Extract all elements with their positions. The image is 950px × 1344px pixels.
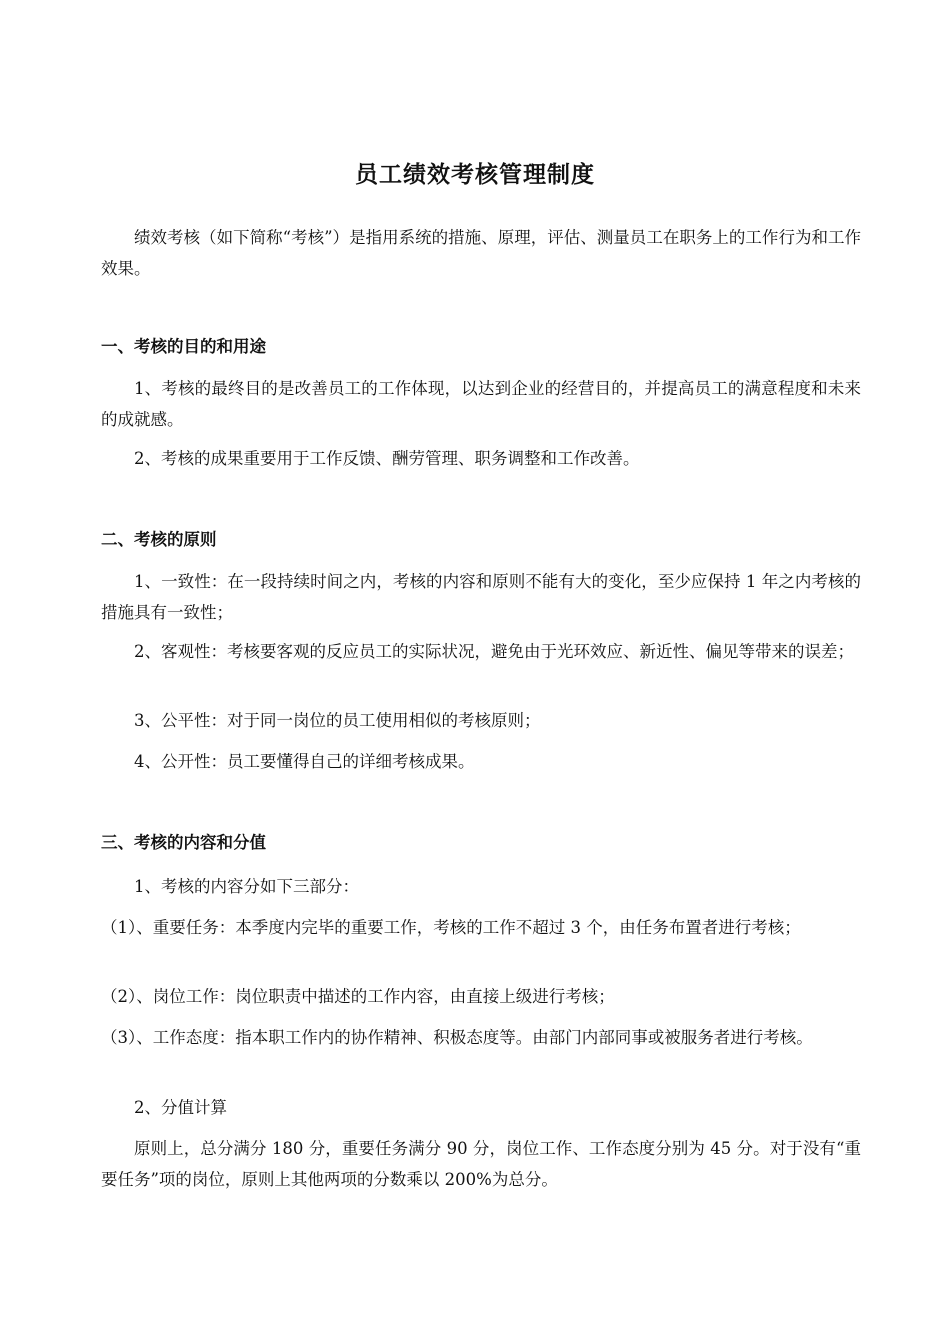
section-paragraph: 1、考核的最终目的是改善员工的工作体现，以达到企业的经营目的，并提高员工的满意程度和未来的成就感。 xyxy=(101,379,861,429)
section-paragraph: 2、客观性：考核要客观的反应员工的实际状况，避免由于光环效应、新近性、偏见等带来的误差； xyxy=(134,642,854,661)
section-paragraph: 3、公平性：对于同一岗位的员工使用相似的考核原则； xyxy=(134,711,541,730)
section-paragraph: （1）、重要任务：本季度内完毕的重要工作，考核的工作不超过 3 个，由任务布置者进行考核； xyxy=(101,918,801,937)
intro-paragraph: 绩效考核（如下简称“考核”）是指用系统的措施、原理，评估、测量员工在职务上的工作行为和工作效果。 xyxy=(101,228,861,278)
section-paragraph: 1、一致性：在一段持续时间之内，考核的内容和原则不能有大的变化，至少应保持 1 年之内考核的措施具有一致性； xyxy=(101,572,861,622)
section-heading-purpose: 一、考核的目的和用途 xyxy=(101,337,266,356)
section-paragraph: 2、考核的成果重要用于工作反馈、酬劳管理、职务调整和工作改善。 xyxy=(134,449,640,468)
section-heading-content-scores: 三、考核的内容和分值 xyxy=(101,833,266,852)
section-paragraph: 原则上，总分满分 180 分，重要任务满分 90 分，岗位工作、工作态度分别为 45 分。对于没有“重要任务”项的岗位，原则上其他两项的分数乘以 200%为总分。 xyxy=(101,1139,861,1189)
section-paragraph: （2）、岗位工作：岗位职责中描述的工作内容，由直接上级进行考核； xyxy=(101,987,615,1006)
section-paragraph: 1、考核的内容分如下三部分： xyxy=(134,877,359,896)
section-paragraph: 4、公开性：员工要懂得自己的详细考核成果。 xyxy=(134,752,475,771)
section-paragraph: 2、分值计算 xyxy=(134,1098,227,1117)
section-paragraph: （3）、工作态度：指本职工作内的协作精神、积极态度等。由部门内部同事或被服务者进行考核。 xyxy=(101,1028,813,1047)
section-heading-principles: 二、考核的原则 xyxy=(101,530,217,549)
document-title: 员工绩效考核管理制度 xyxy=(355,162,595,188)
